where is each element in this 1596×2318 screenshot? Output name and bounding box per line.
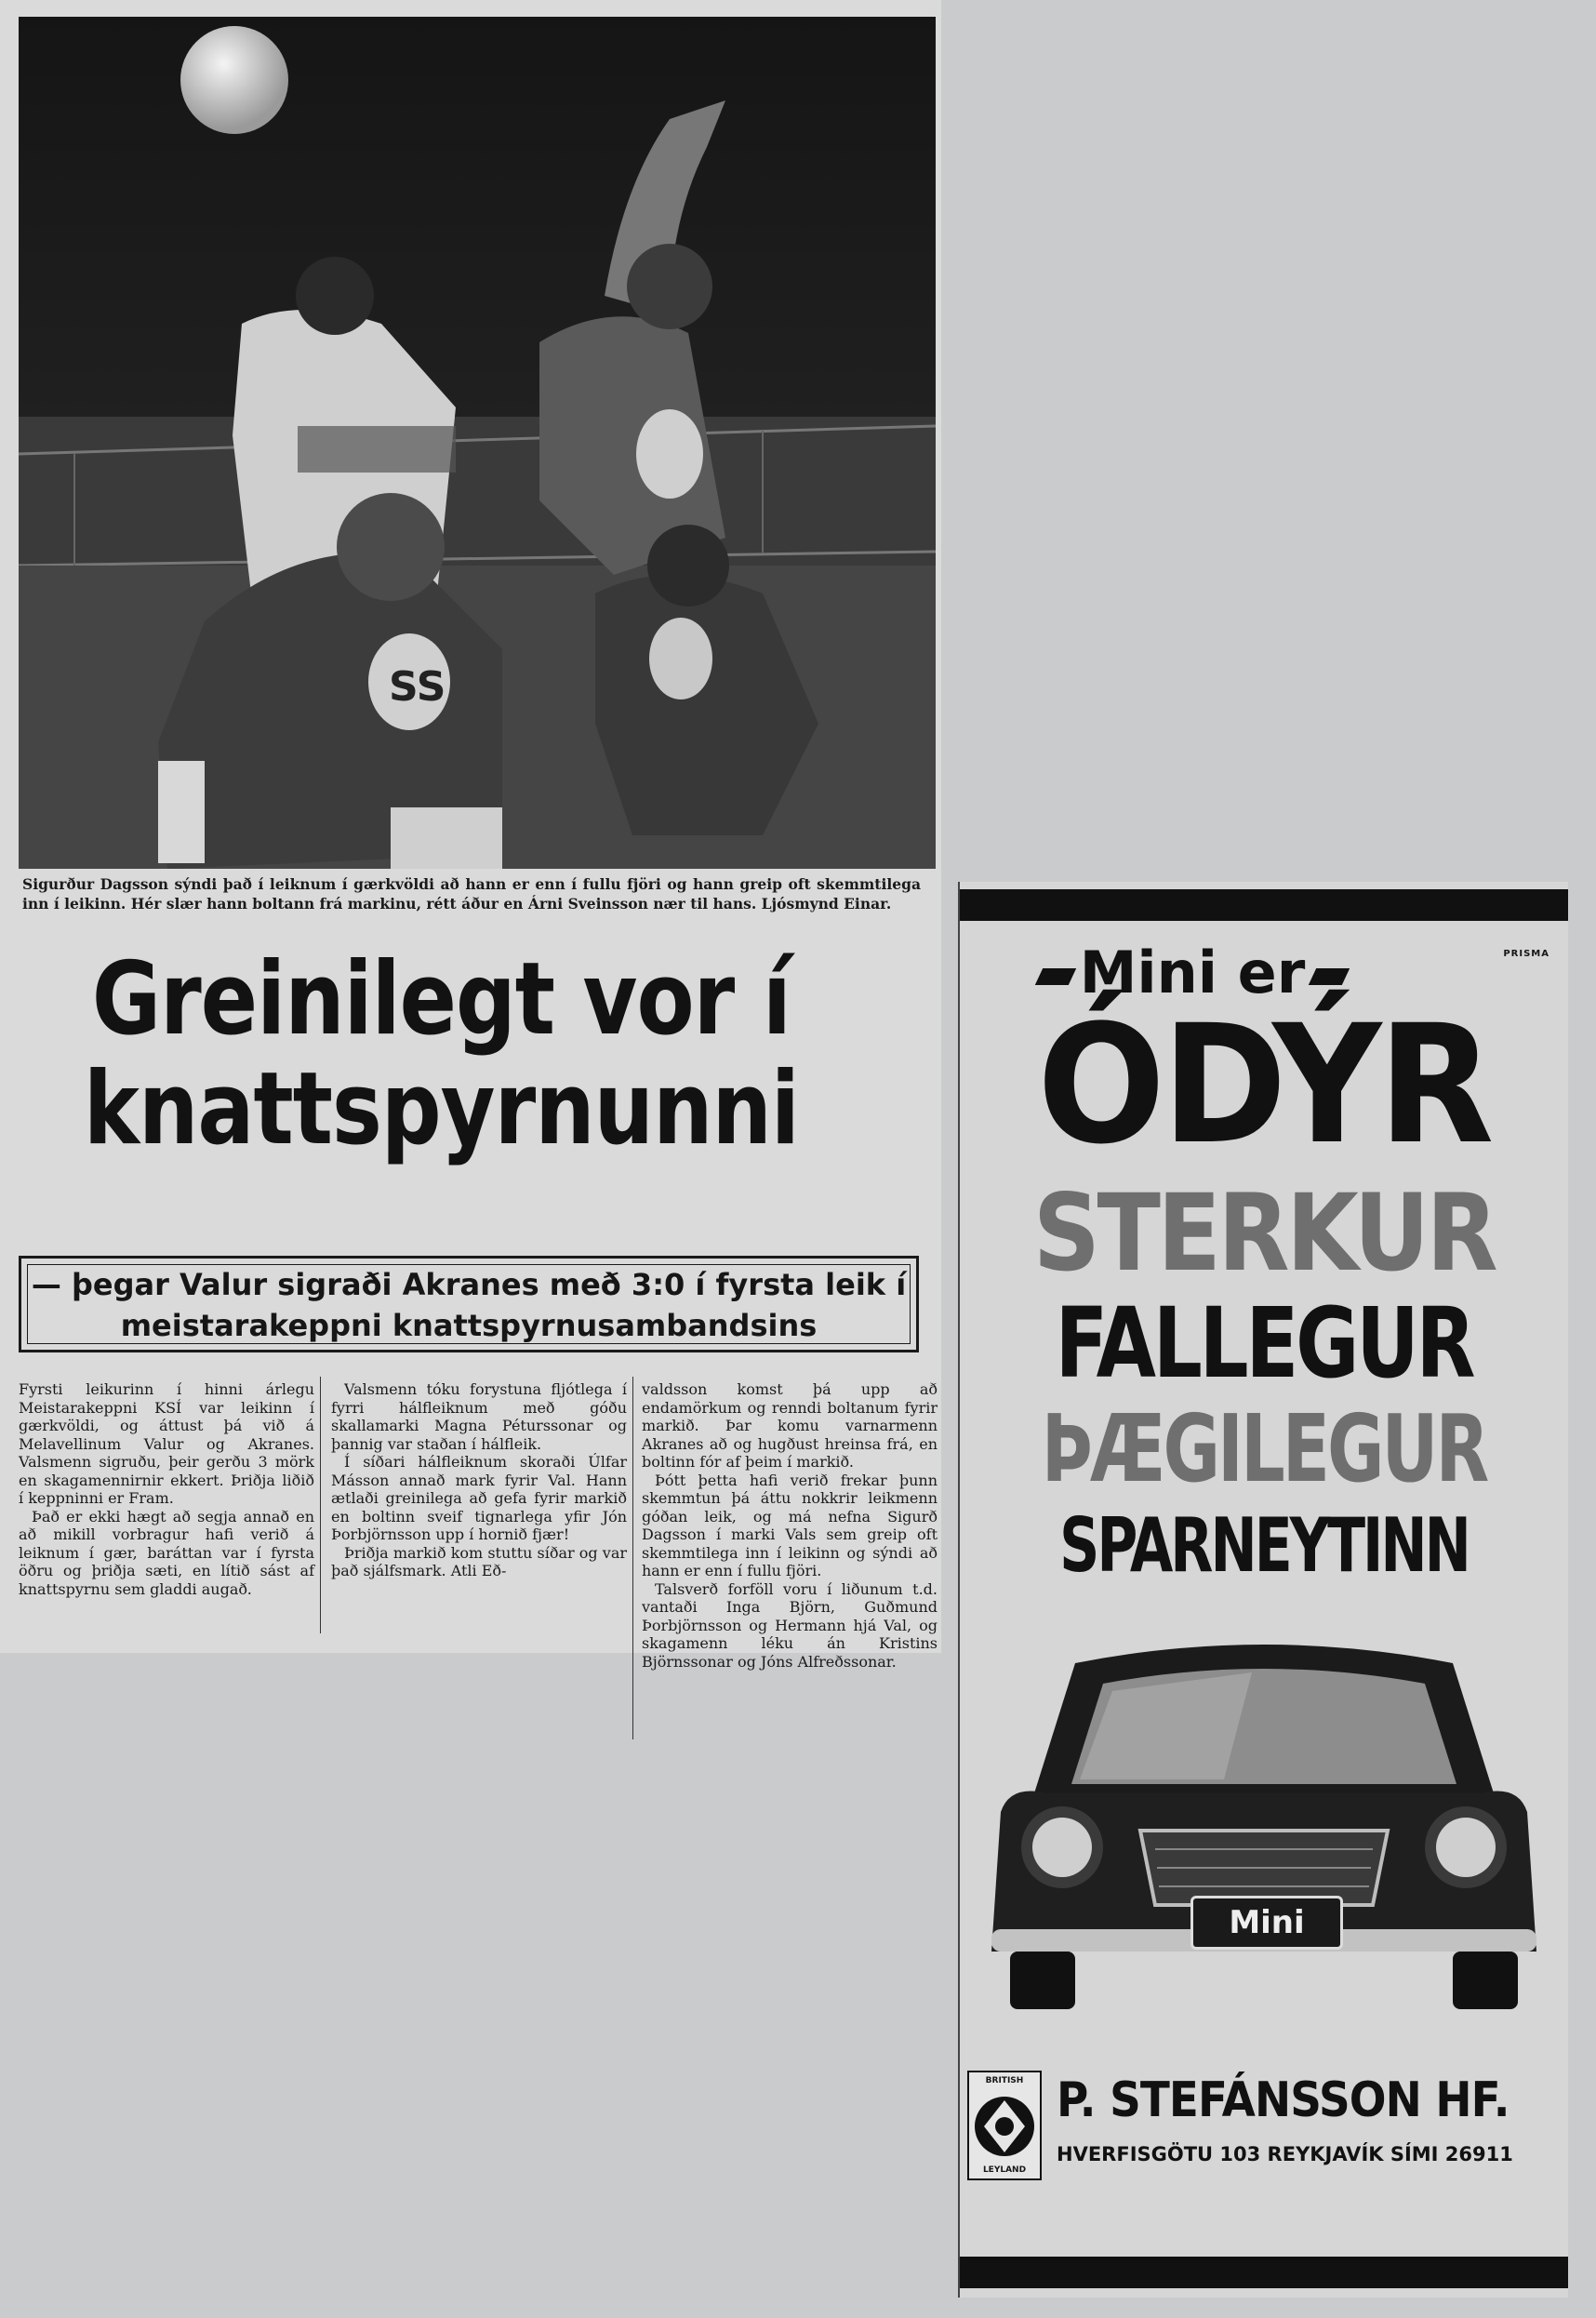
article-column-1 [19,1380,314,1598]
subheadline-box [19,1256,919,1352]
paragraph: Þriðja markið kom stuttu síðar og var það sjálfsmark. Atli Eð- [331,1543,627,1579]
paragraph: Fyrsti leikurinn í hinni árlegu Meistarakeppni KSÍ var leikinn í gærkvöldi, og áttust þá við á Melavellinum Valur og Akranes. Valsmenn sigruðu, þeir gerðu 3 mörk en skagamennirnir ekkert. Þriðja liðið í keppninni er Fram. [19,1380,314,1507]
article-column-3 [642,1380,938,1671]
car-advertisement [958,882,1568,2298]
paragraph: Valsmenn tóku forystuna fljótlega í fyrri hálfleiknum með góðu skallamarki Magna Péturssonar og þannig var staðan í hálfleik. [331,1380,627,1453]
mini-car-illustration [973,1626,1555,2017]
logo-text-bottom: LEYLAND [982,2165,1027,2175]
company-name: P. STEFÁNSSON HF. [1057,2072,1510,2128]
subheadline-line-2: meistarakeppni knattspyrnusambandsins [120,1308,818,1343]
logo-text-top: BRITISH [985,2076,1024,2085]
headline-line-2: knattspyrnunni [83,1051,799,1167]
subheadline-line-1: — þegar Valur sigraði Akranes með 3:0 í fyrsta leik í [31,1267,907,1302]
ad-word-beautiful: FALLEGUR [1055,1286,1473,1400]
paragraph: valdsson komst þá upp að endamörkum og renndi boltanum fyrir markið. Þar komu varnarmenn Akranes að og hugðust hreinsa frá, en boltinn fór af þeim í markið. [642,1380,938,1471]
ad-word-cheap: ÓDÝR [1037,990,1491,1180]
british-leyland-logo [967,2071,1042,2180]
license-plate: Mini [1190,1896,1343,1950]
ad-top-bar [960,889,1568,921]
slogan-text: Mini er [1079,939,1306,1006]
headline-line-1: Greinilegt vor í [91,941,791,1058]
company-address: HVERFISGÖTU 103 REYKJAVÍK SÍMI 26911 [1057,2143,1513,2165]
paragraph: Það er ekki hægt að segja annað en að mikill vorbragur hafi verið á leiknum í gær, baráttan var í fyrsta öðru og þriðja sæti, en lítið sást af knattspyrnu sem gladdi augað. [19,1507,314,1598]
ad-word-comfortable: ÞÆGILEGUR [1041,1394,1487,1503]
leyland-emblem-icon [969,2091,1040,2162]
photo-caption: Sigurður Dagsson sýndi það í leiknum í gærkvöldi að hann er enn í fullu fjöri og hann greip oft skemmtilega inn í leikinn. Hér slær hann boltann frá markinu, rétt áður en Árni Sveinsson nær til hans. Ljósmynd Einar. [22,875,921,913]
svg-text:SS: SS [389,663,446,711]
article-clipping [0,0,941,1671]
agency-credit: PRISMA [1503,949,1549,959]
column-divider [632,1377,633,1739]
column-divider [320,1377,321,1633]
ad-word-economical: SPARNEYTINN [1059,1502,1469,1589]
paragraph: Talsverð forföll voru í liðunum t.d. vantaði Inga Björn, Guðmund Þorbjörnsson og Hermann hjá Val, og skagamenn léku án Kristins Björnssonar og Jóns Alfreðssonar. [642,1579,938,1671]
headline [26,941,857,1167]
ad-word-strong: STERKUR [1032,1171,1496,1295]
article-column-2 [331,1380,627,1580]
paragraph: Þótt þetta hafi verið frekar þunn skemmtun þá áttu nokkrir leikmenn góðan leik, og má nefna Sigurð Dagsson í marki Vals sem greip oft skemmtilega inn í leikinn og sýndi að hann er enn í fullu fjöri. [642,1471,938,1579]
football-photo [19,17,936,869]
paragraph: Í síðari hálfleiknum skoraði Úlfar Másson annað mark fyrir Val. Hann ætlaði greinilega að gefa fyrir markið en boltinn sveif tignarlega yfir Jón Þorbjörnsson upp í hornið fjær! [331,1453,627,1543]
ad-bottom-bar [960,2257,1568,2288]
